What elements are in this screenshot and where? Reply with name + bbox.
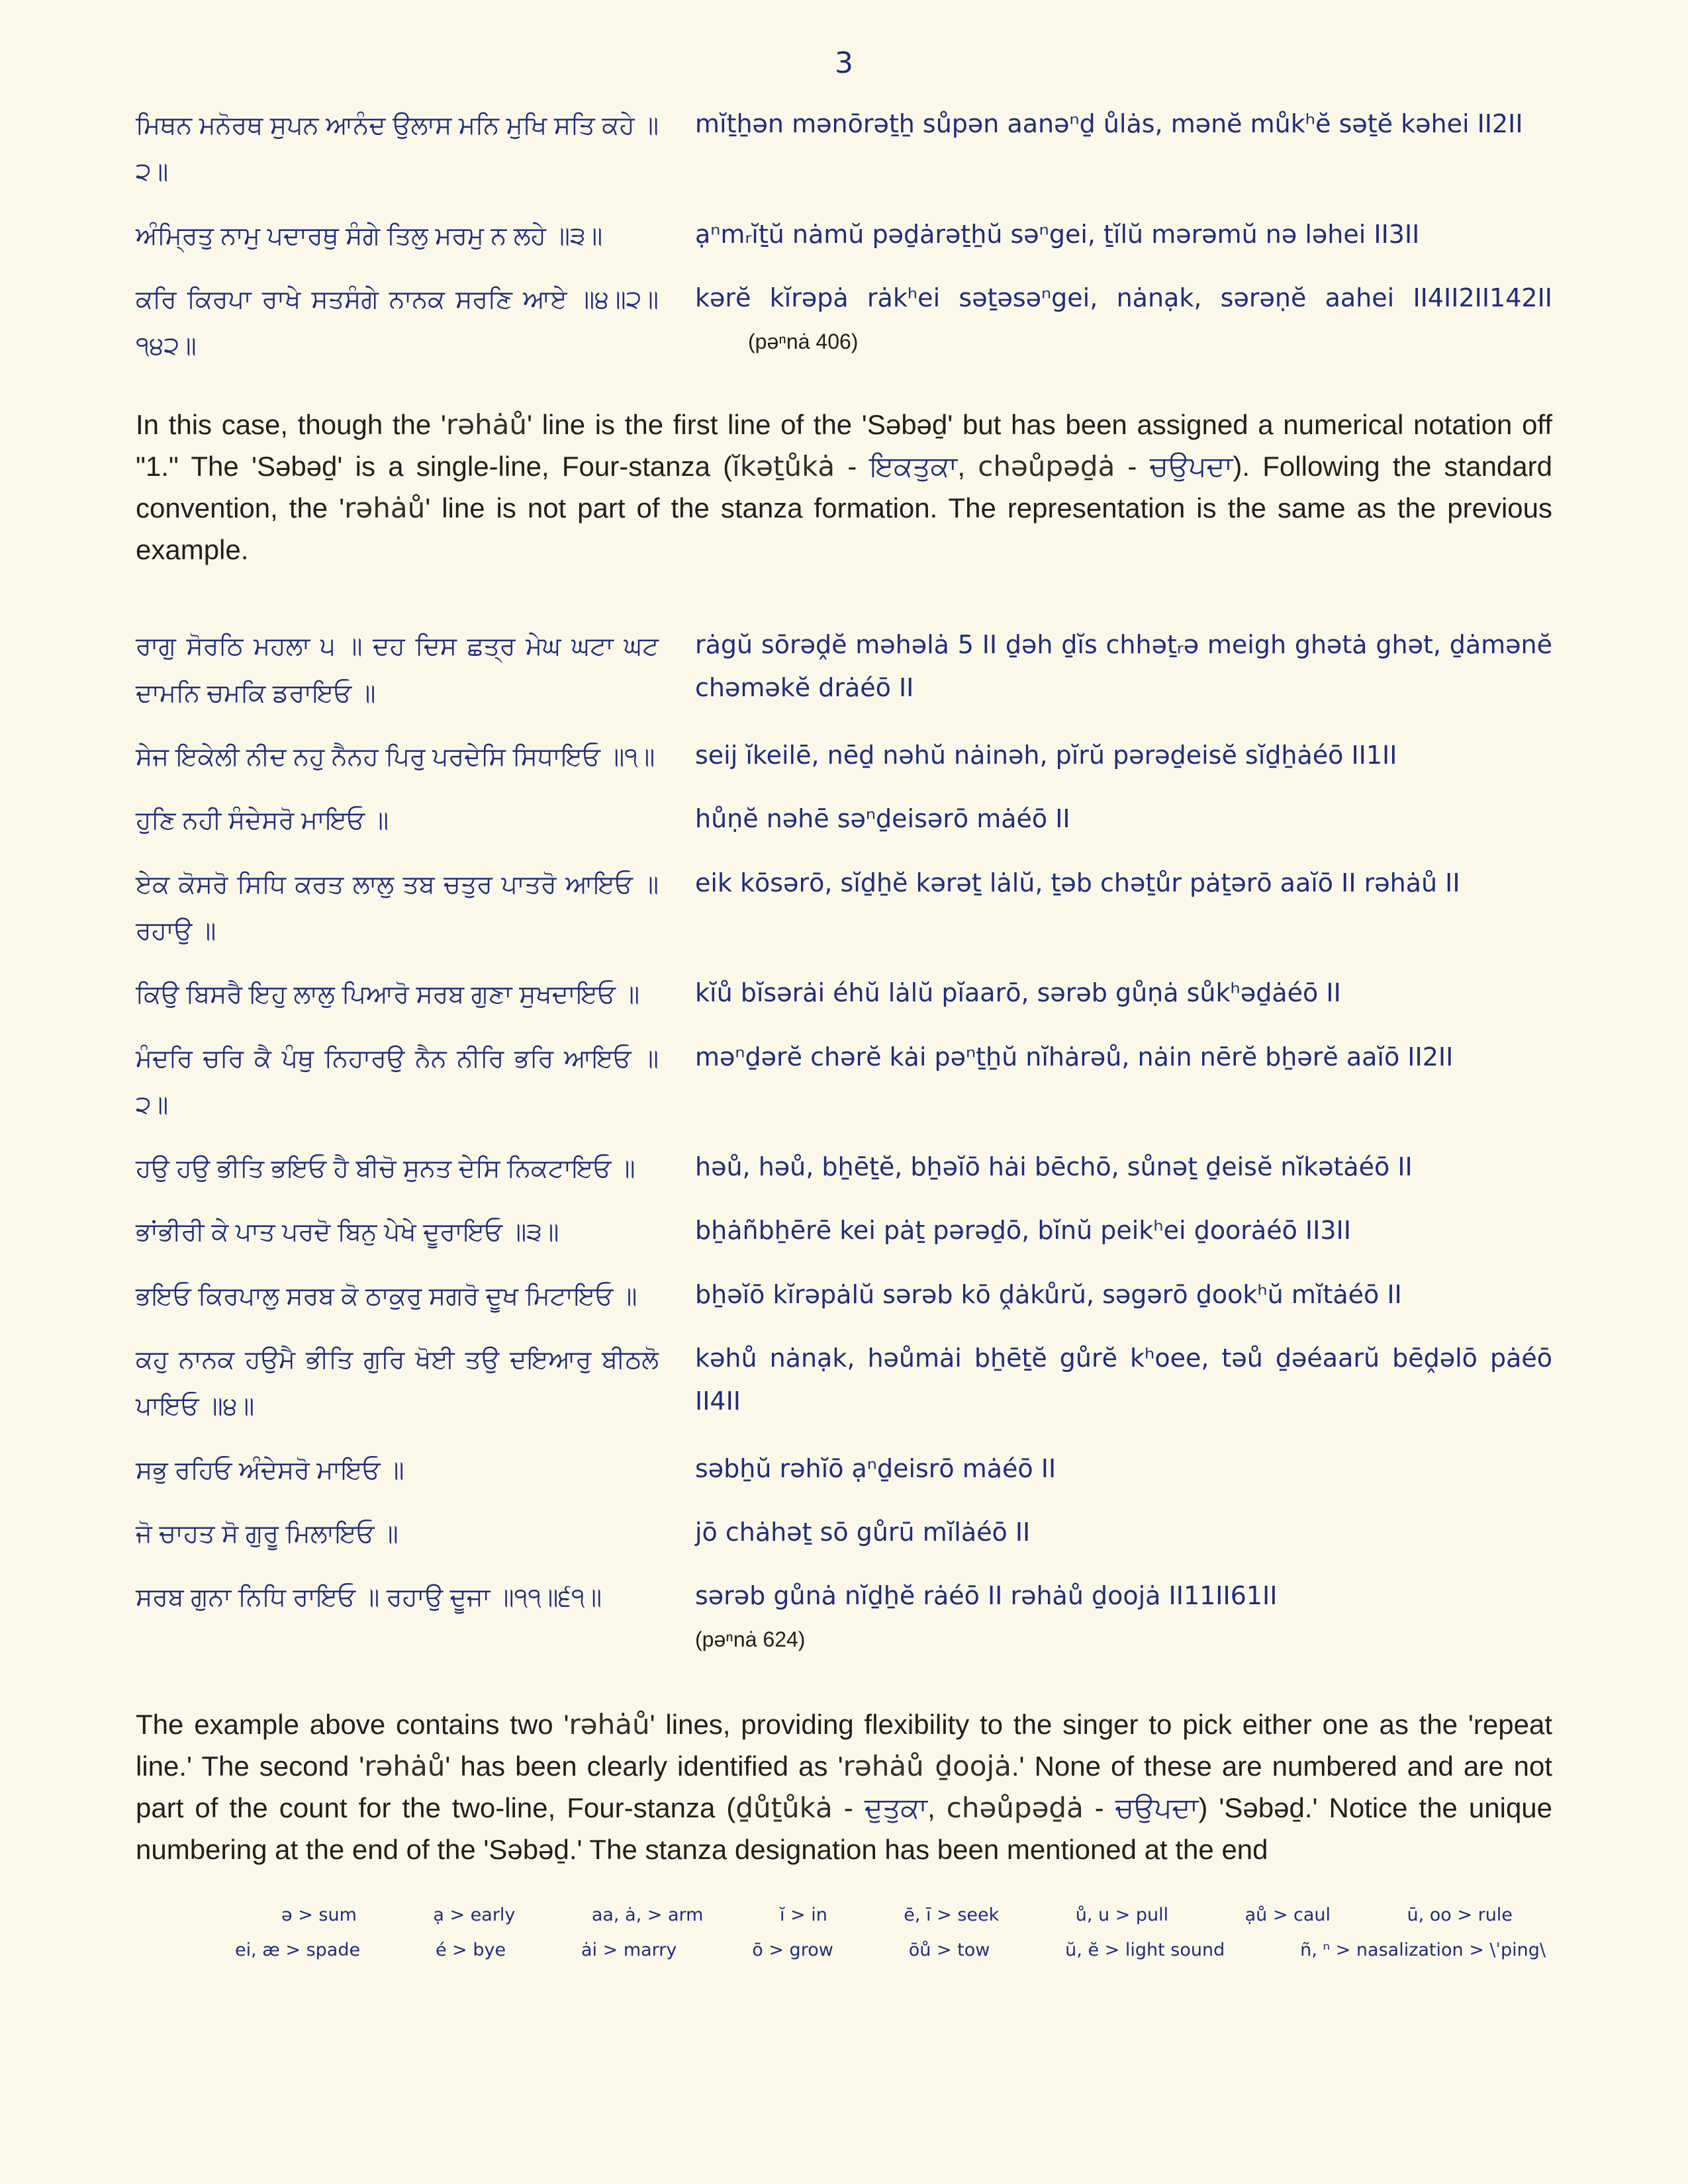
text-segment: ' line is not part of the stanza formation. The representation is the same as the previous example. xyxy=(136,492,1552,566)
legend-item: ạ > early xyxy=(433,1905,516,1926)
scripture-row xyxy=(136,1337,1552,1430)
scripture-row xyxy=(136,734,1552,780)
text-segment: - xyxy=(832,1792,865,1824)
scripture-row xyxy=(136,1209,1552,1255)
legend-item: ạů > caul xyxy=(1244,1905,1331,1926)
scripture-row xyxy=(136,213,1552,259)
shabad-example-2 xyxy=(136,623,1552,1657)
legend-item: ə > sum xyxy=(281,1905,357,1926)
legend-item: ů, u > pull xyxy=(1075,1905,1169,1926)
gurmukhi-text: ਸੇਜ ਇਕੇਲੀ ਨੀਦ ਨਹੁ ਨੈਨਹ ਪਿਰੁ ਪਰਦੇਸਿ ਸਿਧਾਇਓ ॥੧॥ xyxy=(136,743,655,772)
text-segment: ਦੁਤੁਕਾ xyxy=(864,1792,928,1824)
transliteration-text: bẖəĭō kĭrəpȧlŭ sərəb kō ḓȧkůrŭ, səgərō ḏookʰŭ mĭtȧéō II xyxy=(695,1279,1402,1309)
legend-item: ō > grow xyxy=(752,1940,833,1961)
ang-reference: (pəⁿnȧ 624) xyxy=(695,1627,806,1651)
text-segment: ) 'Səbəḏ.' Notice the unique numbering at the end of the 'Səbəḏ.' The stanza designation has been mentioned at the end xyxy=(136,1792,1553,1866)
legend-item: ū, oo > rule xyxy=(1407,1905,1513,1926)
gurmukhi-text: ਰਾਗੁ ਸੋਰਠਿ ਮਹਲਾ ੫ ॥ ਦਹ ਦਿਸ ਛਤ੍ਰ ਮੇਘ ਘਟਾ ਘਟ ਦਾਮਨਿ ਚਮਕਿ ਡਰਾਇਓ ॥ xyxy=(136,633,659,707)
legend-item: ei, æ > spade xyxy=(235,1940,361,1961)
text-segment: ḏůṯůkȧ xyxy=(735,1792,833,1825)
scripture-row xyxy=(136,1146,1552,1192)
gurmukhi-text: ਹਉ ਹਉ ਭੀਤਿ ਭਇਓ ਹੈ ਬੀਚੋ ਸੁਨਤ ਦੇਸਿ ਨਿਕਟਾਇਓ ॥ xyxy=(136,1155,635,1183)
scripture-row xyxy=(136,103,1552,196)
gurmukhi-text: ਕਹੁ ਨਾਨਕ ਹਉਮੈ ਭੀਤਿ ਗੁਰਿ ਖੋਈ ਤਉ ਦਇਆਰੁ ਬੀਠਲੋ ਪਾਇਓ ॥੪॥ xyxy=(136,1346,659,1421)
scripture-row xyxy=(136,1511,1552,1557)
legend-item: aa, ȧ, > arm xyxy=(591,1905,704,1926)
text-segment: rəhȧů ḏoojȧ xyxy=(843,1750,1011,1783)
gurmukhi-text: ਸਭੁ ਰਹਿਓ ਅੰਦੇਸਰੋ ਮਾਇਓ ॥ xyxy=(136,1456,404,1484)
transliteration-line: kərĕ kĭrəpȧ rȧkʰei səṯəsəⁿgei, nȧnạk, sərəṇĕ aahei II4II2II142II xyxy=(695,283,1552,312)
explanation-paragraph-2 xyxy=(136,1704,1552,1870)
scripture-row xyxy=(136,1273,1552,1320)
text-segment: ਇਕਤੁਕਾ xyxy=(869,451,958,482)
transliteration-text: seij ĭkeilē, nēḏ nəhŭ nȧinəh, pĭrŭ pərəḏeisĕ sĭḏẖȧéō II1II xyxy=(695,741,1397,770)
ang-reference: (pəⁿnȧ 406) xyxy=(748,330,859,354)
text-segment: In this case, though the ' xyxy=(136,409,446,441)
scripture-row xyxy=(136,1574,1552,1657)
transliteration-text: ạⁿmᵣĭṯŭ nȧmŭ pəḏȧrəṯẖŭ səⁿgei, ṯĭlŭ mərəmŭ nə ləhei II3II xyxy=(695,219,1420,249)
transliteration-line: sərəb gůnȧ nĭḏẖĕ rȧéō II rəhȧů ḏoojȧ II11II61II xyxy=(695,1581,1278,1611)
text-segment: - xyxy=(1083,1792,1115,1824)
text-segment: .' None of these are numbered and are not part of the count for the two-line, Four-stanza ( xyxy=(136,1751,1552,1824)
transliteration-text xyxy=(695,277,1552,362)
shabad-example-1 xyxy=(136,103,1552,369)
gurmukhi-text: ਕਿਉ ਬਿਸਰੈ ਇਹੁ ਲਾਲੁ ਪਿਆਰੋ ਸਰਬ ਗੁਣਾ ਸੁਖਦਾਇਓ ॥ xyxy=(136,981,640,1009)
text-segment: rəhȧů xyxy=(344,492,426,525)
legend-item: ĭ > in xyxy=(779,1905,827,1926)
legend-item: é > bye xyxy=(435,1940,506,1961)
pronunciation-key xyxy=(136,1905,1552,1960)
text-segment: ĭkəṯůkȧ xyxy=(732,450,835,483)
transliteration-text: hůṇĕ nəhē səⁿḏeisərō mȧéō II xyxy=(695,804,1070,834)
scripture-row xyxy=(136,972,1552,1018)
scripture-row xyxy=(136,797,1552,844)
scripture-row xyxy=(136,277,1552,370)
page-number: 3 xyxy=(835,46,853,80)
transliteration-text: jō chȧhəṯ sō gůrū mĭlȧéō II xyxy=(695,1517,1031,1547)
transliteration-text: həů, həů, bẖēṯĕ, bẖəĭō hȧi bēchō, sůnəṯ ḏeisĕ nĭkətȧéō II xyxy=(695,1152,1413,1182)
text-segment: ' has been clearly identified as ' xyxy=(445,1751,843,1782)
text-segment: chəůpəḏȧ xyxy=(946,1792,1084,1825)
gurmukhi-text: ਹੁਣਿ ਨਹੀ ਸੰਦੇਸਰੋ ਮਾਇਓ ॥ xyxy=(136,807,389,835)
transliteration-text xyxy=(695,1574,1552,1657)
gurmukhi-text: ਮੰਦਰਿ ਚਰਿ ਕੈ ਪੰਥੁ ਨਿਹਾਰਉ ਨੈਨ ਨੀਰਿ ਭਰਿ ਆਇਓ ॥੨॥ xyxy=(136,1044,659,1119)
legend-item: ȧi > marry xyxy=(581,1940,677,1961)
text-segment: ' line is the first line of the 'Səbəḏ' but has been assigned a numerical notation off "1." The 'Səbəḏ' is a single-line, Four-stanza ( xyxy=(136,409,1553,482)
transliteration-text: kəhů nȧnạk, həůmȧi bẖēṯĕ gůrĕ kʰoee, təů ḏəéaarŭ bēḓəlō pȧéō II4II xyxy=(695,1343,1552,1416)
legend-item: ōů > tow xyxy=(908,1940,990,1961)
text-segment: ' lines, providing flexibility to the singer to pick either one as the 'repeat line.' The second ' xyxy=(136,1709,1552,1782)
pronunciation-key-row-1 xyxy=(136,1905,1552,1925)
text-segment: - xyxy=(835,451,870,482)
scripture-row xyxy=(136,1447,1552,1494)
gurmukhi-text: ਜੋ ਚਾਹਤ ਸੋ ਗੁਰੂ ਮਿਲਾਇਓ ॥ xyxy=(136,1520,399,1548)
text-segment: , xyxy=(927,1792,947,1824)
transliteration-text: mĭṯẖən mənōrəṯẖ sůpən aanəⁿḏ ůlȧs, mənĕ můkʰĕ səṯĕ kəhei II2II xyxy=(695,109,1523,138)
transliteration-text: kĭů bĭsərȧi éhŭ lȧlŭ pĭaarō, sərəb gůṇȧ sůkʰəḏȧéō II xyxy=(695,978,1341,1008)
gurmukhi-text: ਭਾਂਭੀਰੀ ਕੇ ਪਾਤ ਪਰਦੋ ਬਿਨੁ ਪੇਖੇ ਦੂਰਾਇਓ ॥੩॥ xyxy=(136,1218,559,1247)
text-segment: rəhȧů xyxy=(364,1750,445,1783)
transliteration-text: məⁿḏərĕ chərĕ kȧi pəⁿṯẖŭ nĭhȧrəů, nȧin nērĕ bẖərĕ aaĭō II2II xyxy=(695,1042,1454,1071)
text-segment: The example above contains two ' xyxy=(136,1709,569,1741)
legend-item: ŭ, ĕ > light sound xyxy=(1065,1940,1225,1961)
text-segment: chəůpəḏȧ xyxy=(978,450,1115,483)
transliteration-text: səbẖŭ rəhĭō ạⁿḏeisrō mȧéō II xyxy=(695,1453,1056,1483)
scripture-row xyxy=(136,1036,1552,1129)
gurmukhi-text: ਏਕ ਕੋਸਰੋ ਸਿਧਿ ਕਰਤ ਲਾਲੁ ਤਬ ਚਤੁਰ ਪਾਤਰੋ ਆਇਓ ॥ ਰਹਾਉ ॥ xyxy=(136,870,659,945)
transliteration-text: rȧgŭ sōrəḓĕ məhəlȧ 5 II ḏəh ḏĭs chhəṯᵣə meigh ghətȧ ghət, ḏȧmənĕ chəməkĕ drȧéō II xyxy=(695,630,1552,703)
gurmukhi-text: ਸਰਬ ਗੁਨਾ ਨਿਧਿ ਰਾਇਓ ॥ ਰਹਾਉ ਦੂਜਾ ॥੧੧॥੬੧॥ xyxy=(136,1584,602,1612)
text-segment: , xyxy=(957,451,978,482)
transliteration-text: eik kōsərō, sĭḏẖĕ kərəṯ lȧlŭ, ṯəb chəṯůr pȧṯərō aaĭō II rəhȧů II xyxy=(695,868,1460,897)
gurmukhi-text: ਅੰਮ੍ਰਿਤੁ ਨਾਮੁ ਪਦਾਰਥੁ ਸੰਗੇ ਤਿਲੁ ਮਰਮੁ ਨ ਲਹੇ ॥੩॥ xyxy=(136,222,603,250)
pronunciation-key-row-2 xyxy=(136,1940,1552,1960)
text-segment: ਚਉਪਦਾ xyxy=(1115,1792,1199,1824)
scripture-row xyxy=(136,623,1552,717)
gurmukhi-text: ਕਰਿ ਕਿਰਪਾ ਰਾਖੇ ਸਤਸੰਗੇ ਨਾਨਕ ਸਰਣਿ ਆਏ ॥੪॥੨॥੧੪੨॥ xyxy=(136,285,659,361)
transliteration-text: bẖȧñbẖērē kei pȧṯ pərəḏō, bĭnŭ peikʰei ḏoorȧéō II3II xyxy=(695,1216,1351,1246)
gurmukhi-text: ਮਿਥਨ ਮਨੋਰਥ ਸੁਪਨ ਆਨੰਦ ਉਲਾਸ ਮਨਿ ਮੁਖਿ ਸਤਿ ਕਹੇ ॥੨॥ xyxy=(136,112,659,187)
text-segment: - xyxy=(1115,451,1150,482)
text-segment: ਚਉਪਦਾ xyxy=(1149,451,1233,482)
text-segment: rəhȧů xyxy=(569,1708,650,1741)
scripture-row xyxy=(136,862,1552,955)
legend-item: ñ, ⁿ > nasalization > \ˈping\ xyxy=(1300,1940,1546,1961)
gurmukhi-text: ਭਇਓ ਕਿਰਪਾਲੁ ਸਰਬ ਕੋ ਠਾਕੁਰੁ ਸਗਰੋ ਦੂਖ ਮਿਟਾਇਓ ॥ xyxy=(136,1282,637,1310)
legend-item: ē, ī > seek xyxy=(904,1905,1000,1926)
text-segment: rəhȧů xyxy=(445,408,528,441)
explanation-paragraph-1 xyxy=(136,404,1552,570)
text-segment: ). Following the standard convention, the ' xyxy=(136,451,1552,524)
